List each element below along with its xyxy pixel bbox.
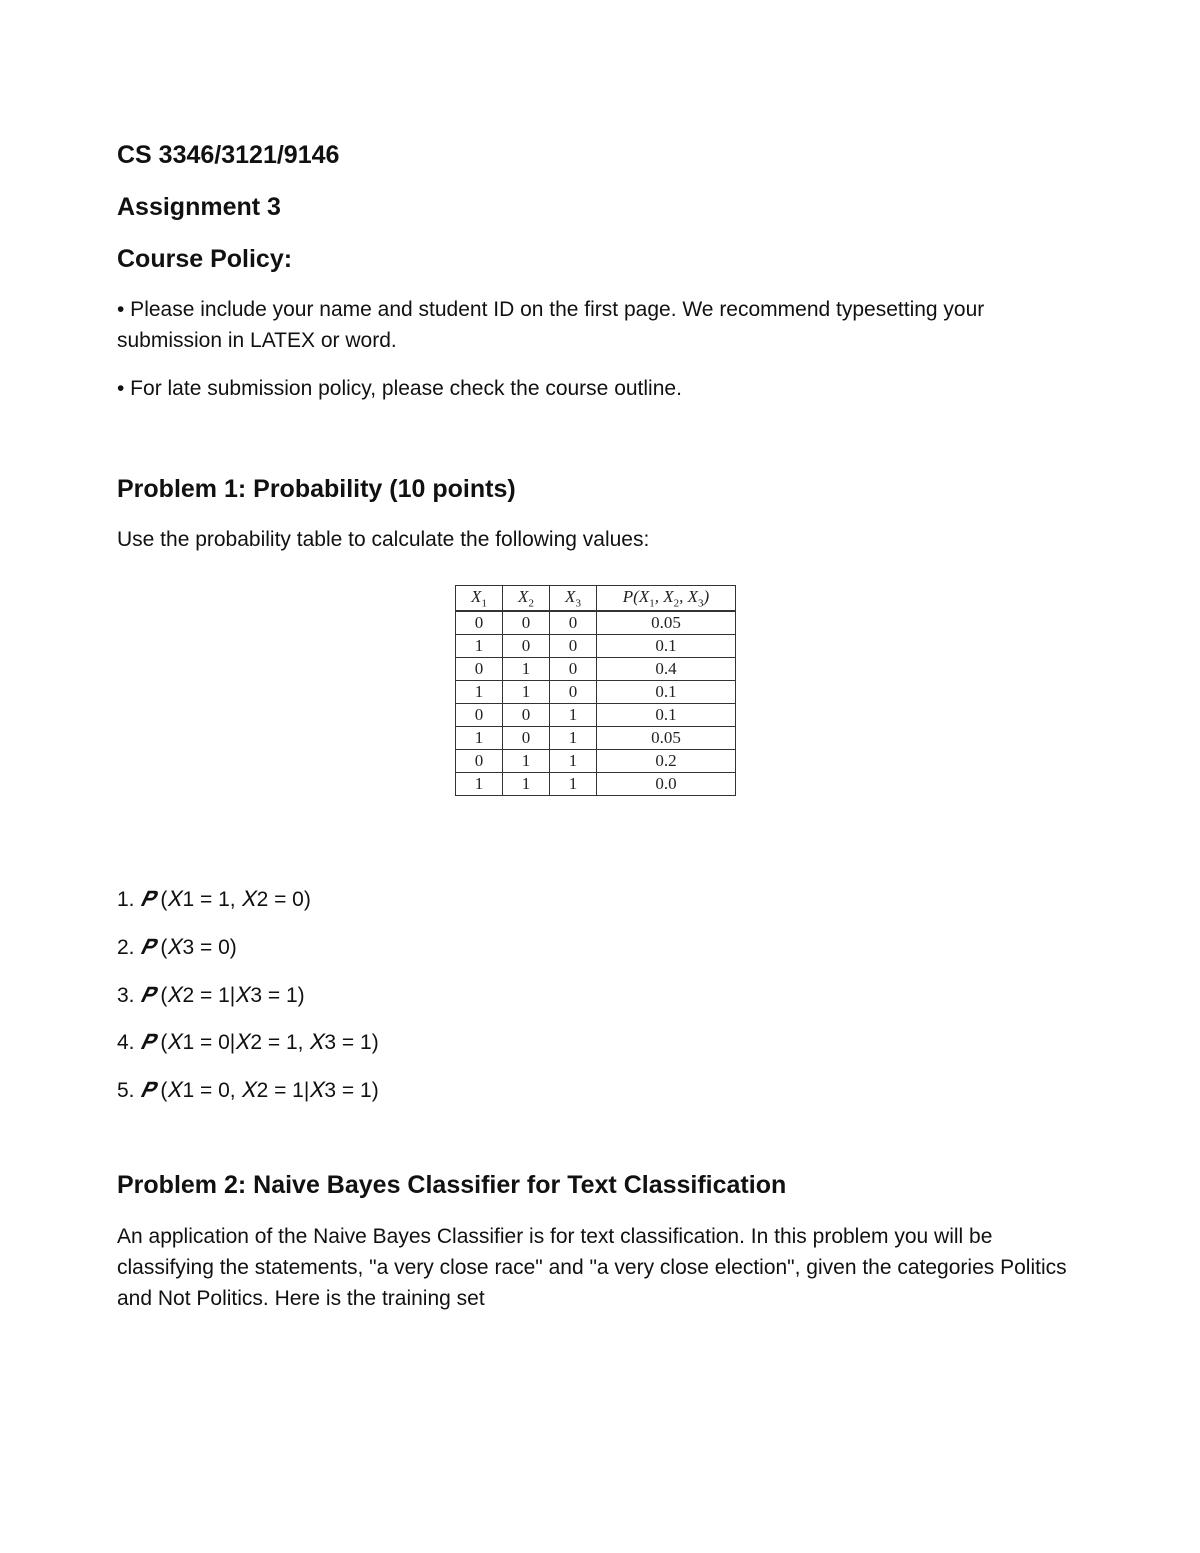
question-1: 1. 𝑷 (𝑋1 = 1, 𝑋2 = 0) (117, 887, 311, 911)
question-3: 3. 𝑷 (𝑋2 = 1|𝑋3 = 1) (117, 983, 305, 1007)
table-row: 0 1 1 0.2 (456, 750, 736, 773)
question-4: 4. 𝑷 (𝑋1 = 0|𝑋2 = 1, 𝑋3 = 1) (117, 1030, 379, 1054)
problem1-intro: Use the probability table to calculate the following values: (117, 528, 650, 551)
table-row: 1 0 0 0.1 (456, 635, 736, 658)
assignment-title: Assignment 3 (117, 193, 281, 221)
policy-bullet-2: • For late submission policy, please check the course outline. (117, 377, 682, 400)
policy-bullet-1: • Please include your name and student ID on the first page. We recommend typesetting your submission in LATEX or word. (117, 298, 985, 352)
header-joint-prob: $P(X_1$, $X_2$, $X_3$) (597, 586, 736, 612)
header-x3: $X_3$ (550, 586, 597, 612)
table-row: 0 0 0 0.05 (456, 611, 736, 635)
policy-heading: Course Policy: (117, 245, 293, 273)
table-row: 1 1 0 0.1 (456, 681, 736, 704)
header-x1: $X_1$ (456, 586, 503, 612)
question-2: 2. 𝑷 (𝑋3 = 0) (117, 935, 237, 959)
question-5: 5. 𝑷 (𝑋1 = 0, 𝑋2 = 1|𝑋3 = 1) (117, 1078, 379, 1102)
course-code: CS 3346/3121/9146 (117, 141, 340, 169)
problem1-heading: Problem 1: Probability (10 points) (117, 475, 516, 503)
problem2-body: An application of the Naive Bayes Classifier is for text classification. In this problem you will be classifying the statements, "a very close race" and "a very close election", given the categories Politics and Not Politics. Here is the training set (117, 1225, 1067, 1310)
table-row: 0 0 1 0.1 (456, 704, 736, 727)
table-header-row (456, 586, 736, 612)
table-row: 1 1 1 0.0 (456, 773, 736, 796)
table-row: 0 1 0 0.4 (456, 658, 736, 681)
probability-table (455, 585, 736, 796)
header-x2: $X_2$ (503, 586, 550, 612)
table-row: 1 0 1 0.05 (456, 727, 736, 750)
problem2-heading: Problem 2: Naive Bayes Classifier for Text Classification (117, 1171, 787, 1199)
